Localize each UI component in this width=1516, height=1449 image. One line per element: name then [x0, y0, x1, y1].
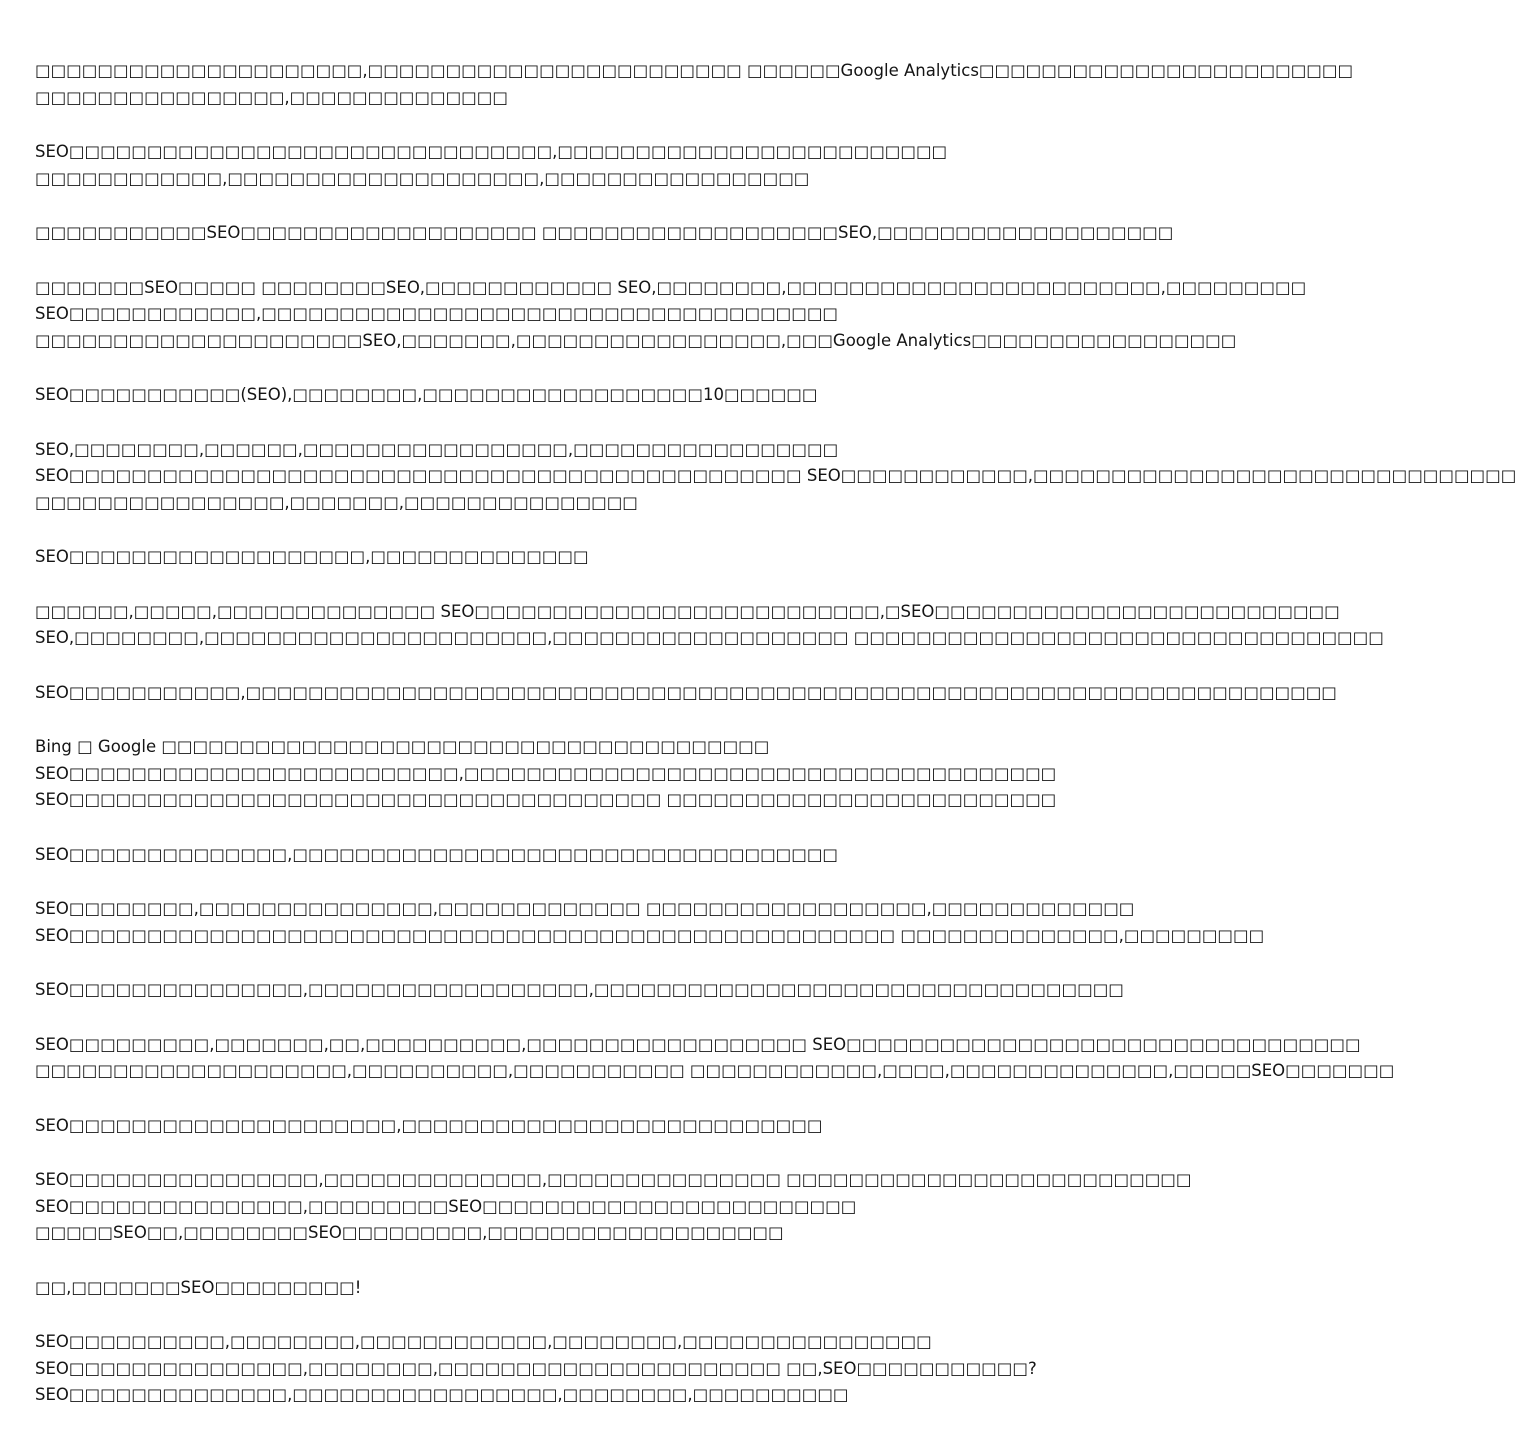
text-line: SEO□□□□□□□□□□□□□□,□□□□□□□□□□□□□□□□□,□□□□□□□□,□□□□□□□□□□: [35, 1385, 849, 1404]
text-line: □□□□□□□□□□□□,□□□□□□□□□□□□□□□□□□□□,□□□□□□□□□□□□□□□□□: [35, 168, 810, 188]
text-line: SEO□□□□□□□□□□□□□□□□□□□,□□□□□□□□□□□□□□: [35, 547, 589, 566]
text-line: SEO□□□□□□□□□□□□□□□□,□□□□□□□□□□□□□□,□□□□□□□□□□□□□□□ □□□□□□□□□□□□□□□□□□□□□□□□□□: [35, 1170, 1192, 1189]
paragraph: [35, 1032, 1395, 1085]
text-line: SEO□□□□□□□□□□□□□□□,□□□□□□□□□SEO□□□□□□□□□□□□□□□□□□□□□□□□: [35, 1196, 857, 1216]
paragraph: [35, 977, 1124, 1004]
paragraph: [35, 382, 995, 409]
text-line: □□□□□SEO□□,□□□□□□□□SEO□□□□□□□□□,□□□□□□□□□□□□□□□□□□□: [35, 1223, 784, 1242]
paragraph: [35, 1113, 995, 1140]
text-line: SEO□□□□□□□□,□□□□□□□□□□□□□□□,□□□□□□□□□□□□□ □□□□□□□□□□□□□□□□□□,□□□□□□□□□□□□□: [35, 899, 1135, 918]
text-line: SEO□□□□□□□□□□□(SEO),□□□□□□□□,□□□□□□□□□□□□□□□□□□10□□□□□□: [35, 385, 818, 404]
paragraph: [35, 1275, 995, 1302]
text-line: SEO,□□□□□□□□,□□□□□□,□□□□□□□□□□□□□□□□□,□□□□□□□□□□□□□□□□□: [35, 439, 839, 459]
text-line: □□□□□□□□□□□□□□□□□□□□□,□□□□□□□□□□□□□□□□□□□□□□□□ □□□□□□Google Analytics□□□□□□□□□□□□□□□□□□□□□□□□: [35, 61, 1354, 80]
text-line: SEO□□□□□□□□□□,□□□□□□□□,□□□□□□□□□□□□,□□□□□□□□,□□□□□□□□□□□□□□□□: [35, 1332, 932, 1351]
paragraph: [35, 1167, 1192, 1247]
paragraph: [35, 139, 995, 192]
text-line: □□□□□□,□□□□□,□□□□□□□□□□□□□□ SEO□□□□□□□□□□□□□□□□□□□□□□□□□□,□SEO□□□□□□□□□□□□□□□□□□□□□□□□□□: [35, 601, 1340, 621]
text-line: SEO□□□□□□□□□□□□□□□□□□□□□□□□□□□□□□□□□□□□□□□□□□□□□□□ SEO□□□□□□□□□□□□,□□□□□□□□□□□□□□□□□□□□□□□□□□□□□□□: [35, 466, 1516, 485]
paragraph: [35, 680, 1337, 707]
text-line: □□□□□□□□□□□□□□□□□□□□□SEO,□□□□□□□,□□□□□□□□□□□□□□□□□,□□□Google Analytics□□□□□□□□□□□□□□□□□: [35, 330, 1237, 350]
text-line: □□□□□□□SEO□□□□□ □□□□□□□□SEO,□□□□□□□□□□□□ SEO,□□□□□□□□,□□□□□□□□□□□□□□□□□□□□□□□□,□□□□□□□□□: [35, 277, 1307, 297]
paragraph: [35, 842, 995, 869]
paragraph: [35, 275, 1307, 355]
text-line: □□□□□□□□□□□□□□□□,□□□□□□□,□□□□□□□□□□□□□□□: [35, 492, 638, 512]
text-line: SEO□□□□□□□□□□□□□□□□□□□□□□□□□□□□□□□□□□□□□□□□□□□□□□□□□□□□□ □□□□□□□□□□□□□□,□□□□□□□□□: [35, 925, 1265, 945]
text-line: □□□□□□□□□□□SEO□□□□□□□□□□□□□□□□□□□ □□□□□□□□□□□□□□□□□□□SEO,□□□□□□□□□□□□□□□□□□□: [35, 223, 1174, 242]
paragraph: [35, 58, 1354, 111]
text-line: SEO□□□□□□□□□□□□□□□□□□□□□□□□□□□□□□□,□□□□□□□□□□□□□□□□□□□□□□□□□: [35, 142, 948, 161]
text-line: SEO□□□□□□□□□□□,□□□□□□□□□□□□□□□□□□□□□□□□□□□□□□□□□□□□□□□□□□□□□□□□□□□□□□□□□□□□□□□□□□□□□□: [35, 682, 1337, 702]
text-line: Bing □ Google □□□□□□□□□□□□□□□□□□□□□□□□□□□□□□□□□□□□□□□: [35, 737, 770, 756]
paragraph: [35, 734, 1057, 814]
text-line: SEO,□□□□□□□□,□□□□□□□□□□□□□□□□□□□□□□,□□□□□□□□□□□□□□□□□□□ □□□□□□□□□□□□□□□□□□□□□□□□□□□□□□□□□□: [35, 628, 1384, 647]
paragraph: [35, 896, 1265, 949]
text-line: □□□□□□□□□□□□□□□□,□□□□□□□□□□□□□□: [35, 87, 508, 107]
text-line: □□□□□□□□□□□□□□□□□□□□,□□□□□□□□□□,□□□□□□□□□□□ □□□□□□□□□□□□,□□□□,□□□□□□□□□□□□□□,□□□□□SEO□□□□□□□: [35, 1061, 1395, 1080]
text-line: SEO□□□□□□□□□□□□□□□□□□□□□,□□□□□□□□□□□□□□□□□□□□□□□□□□□: [35, 1115, 823, 1135]
text-line: SEO□□□□□□□□□,□□□□□□□,□□,□□□□□□□□□□,□□□□□□□□□□□□□□□□□□ SEO□□□□□□□□□□□□□□□□□□□□□□□□□□□□□□□□□: [35, 1034, 1361, 1054]
text-line: SEO□□□□□□□□□□□□□□□□□□□□□□□□□□□□□□□□□□□□□□ □□□□□□□□□□□□□□□□□□□□□□□□□: [35, 790, 1057, 809]
document-body: [35, 58, 1516, 1437]
text-line: SEO□□□□□□□□□□□□□□□□□□□□□□□□□,□□□□□□□□□□□□□□□□□□□□□□□□□□□□□□□□□□□□□□: [35, 763, 1057, 783]
text-line: SEO□□□□□□□□□□□□,□□□□□□□□□□□□□□□□□□□□□□□□□□□□□□□□□□□□□: [35, 304, 839, 323]
text-line: SEO□□□□□□□□□□□□□□□,□□□□□□□□□□□□□□□□□□,□□□□□□□□□□□□□□□□□□□□□□□□□□□□□□□□□□: [35, 980, 1124, 999]
text-line: SEO□□□□□□□□□□□□□□□,□□□□□□□□,□□□□□□□□□□□□□□□□□□□□□□ □□,SEO□□□□□□□□□□□?: [35, 1358, 1037, 1378]
paragraph: [35, 437, 1516, 517]
paragraph: [35, 544, 995, 571]
paragraph: [35, 220, 1174, 247]
text-line: SEO□□□□□□□□□□□□□□,□□□□□□□□□□□□□□□□□□□□□□□□□□□□□□□□□□□: [35, 844, 839, 864]
text-line: □□,□□□□□□□SEO□□□□□□□□□!: [35, 1277, 362, 1297]
paragraph: [35, 1329, 1037, 1409]
paragraph: [35, 599, 1384, 652]
